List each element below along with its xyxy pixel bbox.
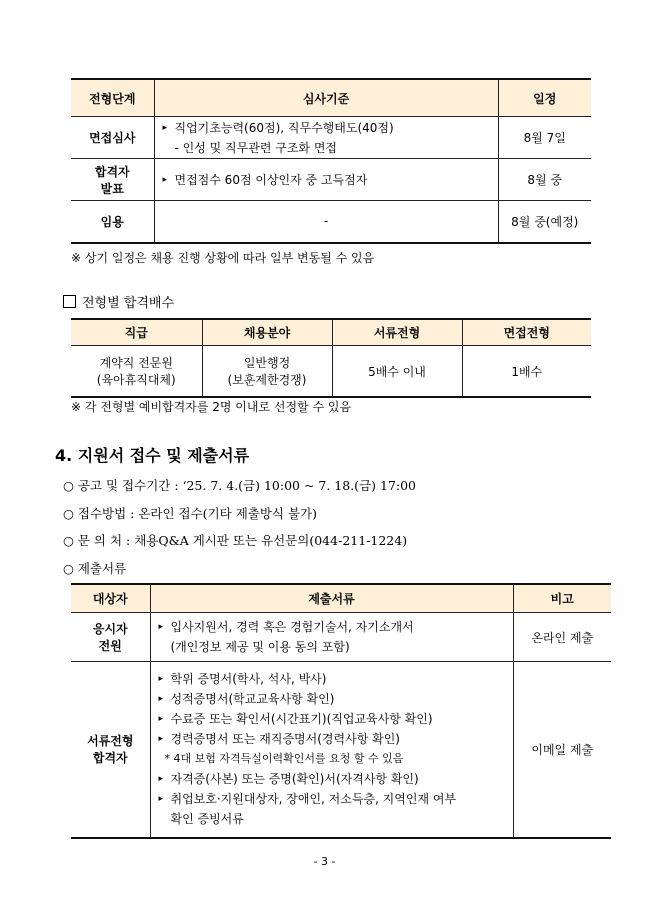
rank-cell bbox=[71, 346, 202, 398]
documents-cell bbox=[150, 613, 513, 662]
section-title-text: 전형별 합격배수 bbox=[82, 296, 175, 311]
field-cell bbox=[202, 346, 332, 398]
document-item: ▸ 자격증(사본) 또는 증명(확인)서(자격사항 확인) bbox=[159, 769, 513, 789]
selection-schedule-table bbox=[71, 78, 591, 244]
table-row bbox=[71, 117, 591, 159]
pass-multiplier-table bbox=[71, 318, 591, 398]
header-rank: 직급 bbox=[71, 319, 202, 346]
target-cell bbox=[71, 662, 150, 838]
header-interview: 면접전형 bbox=[462, 319, 591, 346]
rank-line: (육아휴직대체) bbox=[96, 373, 176, 387]
document-subitem: 확인 증빙서류 bbox=[170, 812, 244, 827]
header-schedule: 일정 bbox=[498, 79, 591, 117]
criteria-cell bbox=[154, 159, 498, 201]
required-documents-label: ○ 제출서류 bbox=[63, 561, 127, 576]
table-row bbox=[71, 662, 611, 838]
criteria-cell: - bbox=[154, 201, 498, 243]
multiplier-note: ※ 각 전형별 예비합격자를 2명 이내로 선정할 수 있음 bbox=[71, 400, 352, 414]
application-method: ○ 접수방법 : 온라인 접수(기타 제출방식 불가) bbox=[63, 506, 317, 521]
criteria-subitem: - 인성 및 직무관련 구조화 면접 bbox=[174, 140, 338, 155]
notice-period: ○ 공고 및 접수기간 : ‘25. 7. 4.(금) 10:00 ~ 7. 18.(금) 17:00 bbox=[63, 478, 417, 493]
document-item: ▸ 성적증명서(학교교육사항 확인) bbox=[159, 689, 513, 709]
document-subitem: (개인정보 제공 및 이용 동의 포함) bbox=[170, 640, 350, 654]
header-field: 채용분야 bbox=[202, 319, 332, 346]
stage-cell: 임용 bbox=[71, 201, 154, 243]
stage-cell bbox=[71, 159, 154, 201]
section-heading: 4. 지원서 접수 및 제출서류 bbox=[55, 446, 250, 465]
doc-cell: 5배수 이내 bbox=[332, 346, 462, 398]
page-number: - 3 - bbox=[313, 855, 336, 868]
table-header-row bbox=[71, 319, 591, 346]
table-row bbox=[71, 346, 591, 398]
rank-line: 계약직 전문원 bbox=[99, 356, 173, 370]
document-item: ▸ 입사지원서, 경력 혹은 경험기술서, 자기소개서 bbox=[159, 617, 513, 637]
document-item: ▸ 취업보호·지원대상자, 장애인, 저소득층, 지역인재 여부 bbox=[159, 789, 513, 809]
schedule-cell: 8월 중 bbox=[498, 159, 591, 201]
table-row bbox=[71, 201, 591, 243]
section-title bbox=[63, 292, 174, 311]
remark-cell: 이메일 제출 bbox=[513, 662, 611, 838]
field-line: 일반행정 bbox=[243, 356, 291, 370]
interview-cell: 1배수 bbox=[462, 346, 591, 398]
header-criteria: 심사기준 bbox=[154, 79, 498, 117]
criteria-cell bbox=[154, 117, 498, 159]
remark-cell: 온라인 제출 bbox=[513, 613, 611, 662]
required-documents-table bbox=[71, 583, 611, 839]
target-line: 서류전형 bbox=[87, 734, 134, 749]
field-line: (보훈제한경쟁) bbox=[227, 373, 307, 387]
header-doc-screening: 서류전형 bbox=[332, 319, 462, 346]
criteria-item: ▸ 직업기초능력(60점), 직무수행태도(40점) bbox=[163, 118, 498, 138]
target-line: 합격자 bbox=[92, 751, 128, 766]
table-row bbox=[71, 159, 591, 201]
criteria-item: ▸ 면접점수 60점 이상인자 중 고득점자 bbox=[163, 170, 498, 190]
target-line: 전원 bbox=[98, 639, 122, 653]
stage-cell: 면접심사 bbox=[71, 117, 154, 159]
schedule-note: ※ 상기 일정은 채용 진행 상황에 따라 일부 변동될 수 있음 bbox=[71, 251, 375, 265]
table-header-row bbox=[71, 79, 591, 117]
target-line: 응시자 bbox=[92, 622, 128, 636]
header-remark: 비고 bbox=[513, 584, 611, 613]
header-stage: 전형단계 bbox=[71, 79, 154, 117]
table-row bbox=[71, 613, 611, 662]
header-target: 대상자 bbox=[71, 584, 150, 613]
stage-line: 발표 bbox=[100, 181, 124, 196]
stage-line: 합격자 bbox=[94, 164, 130, 179]
document-item: ▸ 수료증 또는 확인서(시간표기)(직업교육사항 확인) bbox=[159, 709, 513, 729]
checkbox-square-icon bbox=[63, 295, 76, 308]
target-cell bbox=[71, 613, 150, 662]
header-documents: 제출서류 bbox=[150, 584, 513, 613]
document-item: ▸ 경력증명서 또는 재직증명서(경력사항 확인) bbox=[159, 729, 513, 749]
table-header-row bbox=[71, 584, 611, 613]
document-item: ▸ 학위 증명서(학사, 석사, 박사) bbox=[159, 669, 513, 689]
schedule-cell: 8월 7일 bbox=[498, 117, 591, 159]
contact-info: ○ 문 의 처 : 채용Q&A 게시판 또는 유선문의(044-211-1224) bbox=[63, 533, 408, 548]
schedule-cell: 8월 중(예정) bbox=[498, 201, 591, 243]
documents-cell bbox=[150, 662, 513, 838]
document-note: * 4대 보험 자격득실이력확인서를 요청 할 수 있음 bbox=[164, 752, 404, 766]
